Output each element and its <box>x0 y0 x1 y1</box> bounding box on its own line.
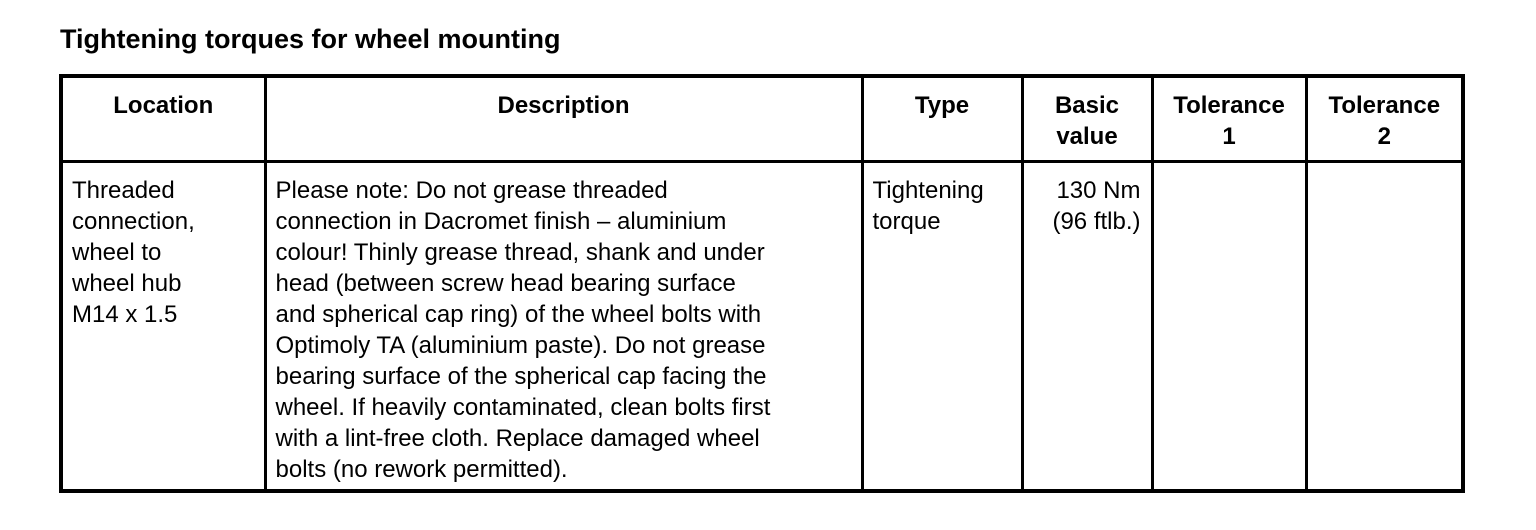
location-cell <box>61 161 265 491</box>
torque-table <box>59 74 1465 493</box>
description-line: connection in Dacromet finish – aluminium <box>275 207 727 235</box>
location-line: M14 x 1.5 <box>72 300 178 328</box>
description-line: and spherical cap ring) of the wheel bolts with <box>275 300 762 328</box>
description-line: bearing surface of the spherical cap facing the <box>275 362 767 390</box>
header-location <box>61 76 265 161</box>
table-row <box>61 161 1463 491</box>
tolerance-1-cell <box>1152 161 1306 491</box>
basic-value-line: (96 ftlb.) <box>1052 207 1141 235</box>
header-basic-value <box>1022 76 1152 161</box>
description-cell <box>265 161 862 491</box>
description-line: colour! Thinly grease thread, shank and under <box>275 238 765 266</box>
header-tolerance-1-line-2: 1 <box>1222 123 1236 150</box>
header-tolerance-2 <box>1306 76 1463 161</box>
location-line: wheel to <box>72 238 162 266</box>
header-location-label: Location <box>113 92 214 119</box>
header-tolerance-1-line-1: Tolerance <box>1173 92 1285 119</box>
description-line: head (between screw head bearing surface <box>275 269 736 297</box>
basic-value-cell <box>1022 161 1152 491</box>
description-line: Please note: Do not grease threaded <box>275 176 668 204</box>
header-type <box>862 76 1022 161</box>
header-type-label: Type <box>914 92 970 119</box>
header-basic-value-line-1: Basic <box>1054 92 1120 119</box>
basic-value-line: 130 Nm <box>1056 176 1141 204</box>
location-line: Threaded <box>72 176 175 204</box>
location-line: connection, <box>72 207 195 235</box>
description-line: Optimoly TA (aluminium paste). Do not grease <box>275 331 766 359</box>
description-line: wheel. If heavily contaminated, clean bolts first <box>275 393 771 421</box>
type-cell <box>862 161 1022 491</box>
description-line: with a lint-free cloth. Replace damaged wheel <box>275 424 760 452</box>
page-title: Tightening torques for wheel mounting <box>60 24 561 54</box>
type-line: Tightening <box>872 176 984 204</box>
table-header-row <box>61 76 1463 161</box>
header-tolerance-2-line-2: 2 <box>1377 123 1391 150</box>
header-tolerance-2-line-1: Tolerance <box>1328 92 1441 119</box>
location-line: wheel hub <box>72 269 182 297</box>
header-description <box>265 76 862 161</box>
tolerance-2-cell <box>1306 161 1463 491</box>
header-basic-value-line-2: value <box>1056 123 1118 150</box>
header-tolerance-1 <box>1152 76 1306 161</box>
description-line: bolts (no rework permitted). <box>275 455 568 483</box>
header-description-label: Description <box>497 92 630 119</box>
type-line: torque <box>872 207 941 235</box>
